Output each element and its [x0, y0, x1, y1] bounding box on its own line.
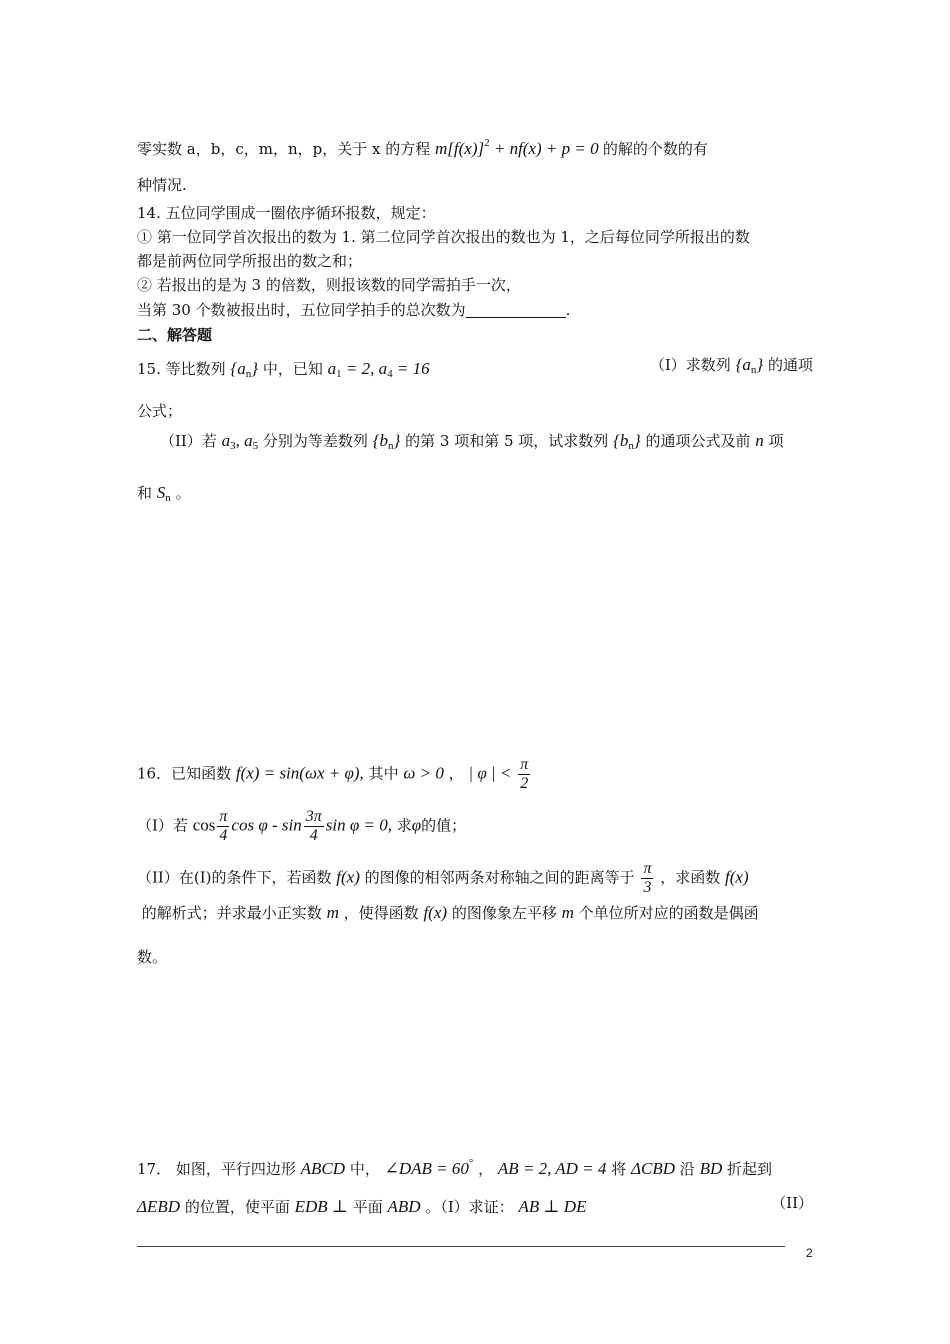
q15-text-b: 中，已知 — [262, 360, 323, 378]
q13-line1 — [137, 132, 708, 160]
q14-line4: ② 若报出的是为 3 的倍数，则报该数的同学需拍手一次， — [137, 276, 521, 294]
q14-line1: 14. 五位同学围成一圈依序循环报数，规定： — [137, 204, 436, 222]
q16-line1: 16．已知函数 f(x) = sin(ωx + φ), 其中 ω > 0 ， | φ | < $\frac{\pi}{2}$ — [137, 756, 529, 792]
q14-period: . — [565, 301, 571, 319]
section-title: 二、解答题 — [137, 326, 213, 344]
q17-line1: 17． 如图，平行四边形 ABCD 中， ∠DAB = 60° ， AB = 2, AD = 4 将 ΔCBD 沿 BD 折起到 — [137, 1157, 773, 1178]
q16-part1: （I）若 cos $\frac{\pi}{4}$ cos φ - sin $\frac{3\pi}{4}$ sin φ = 0, 求φ的值； — [137, 808, 467, 844]
q15-part1: （I）求数列 $\{a_n\}$ 的通项 — [649, 355, 813, 376]
page-number: 2 — [806, 1246, 813, 1260]
q16-line5: 数。 — [137, 948, 168, 966]
q15-line4: 和 $S_n$ 。 — [137, 483, 191, 504]
footer-rule — [137, 1246, 785, 1247]
q17-line2: ΔEBD 的位置，使平面 EDB ⊥ 平面 ABD 。（I）求证： AB ⊥ DE — [137, 1197, 587, 1216]
q13-text-a: 零实数 a，b，c，m，n，p，关于 x 的方程 — [137, 140, 431, 158]
q14-line2: ① 第一位同学首次报出的数为 1. 第二位同学首次报出的数也为 1，之后每位同学所报出的数 — [137, 228, 750, 246]
q16-line4: 的解析式；并求最小正实数 m ，使得函数 f(x) 的图像象左平移 m 个单位所对应的函数是偶函 — [141, 903, 759, 922]
q16-part2: （II）在(I)的条件下，若函数 f(x) 的图像的相邻两条对称轴之间的距离等于 $\frac{\pi}{3}$ ，求函数 f(x) — [137, 860, 749, 896]
q14-text: 当第 30 个数被报出时，五位同学拍手的总次数为 — [137, 301, 466, 319]
q15-part2: （II）若 $a_3$, $a_5$ 分别为等差数列 $\{b_n\}$ 的第 3 项和第 5 项，试求数列 $\{b_n\}$ 的通项公式及前 n 项 — [160, 431, 784, 452]
answer-blank — [466, 301, 566, 318]
q13-equation: $m[f(x)]^2 + nf(x) + p = 0$ — [434, 137, 599, 158]
q15-given: $a_1 = 2$, $a_4 = 16$ — [327, 359, 430, 380]
q14-line5 — [137, 299, 570, 321]
q13-text-b: 的解的个数的有 — [602, 140, 708, 158]
q15-seq-an: $\{a_n\}$ — [230, 359, 259, 380]
q15-line2: 公式； — [137, 402, 183, 420]
q14-line3: 都是前两位同学所报出的数之和； — [137, 252, 363, 270]
q15-line1 — [137, 358, 430, 385]
q15-text-a: 15. 等比数列 — [137, 360, 226, 378]
q17-part2: （II） — [771, 1194, 813, 1212]
q13-line2: 种情况. — [137, 176, 187, 194]
